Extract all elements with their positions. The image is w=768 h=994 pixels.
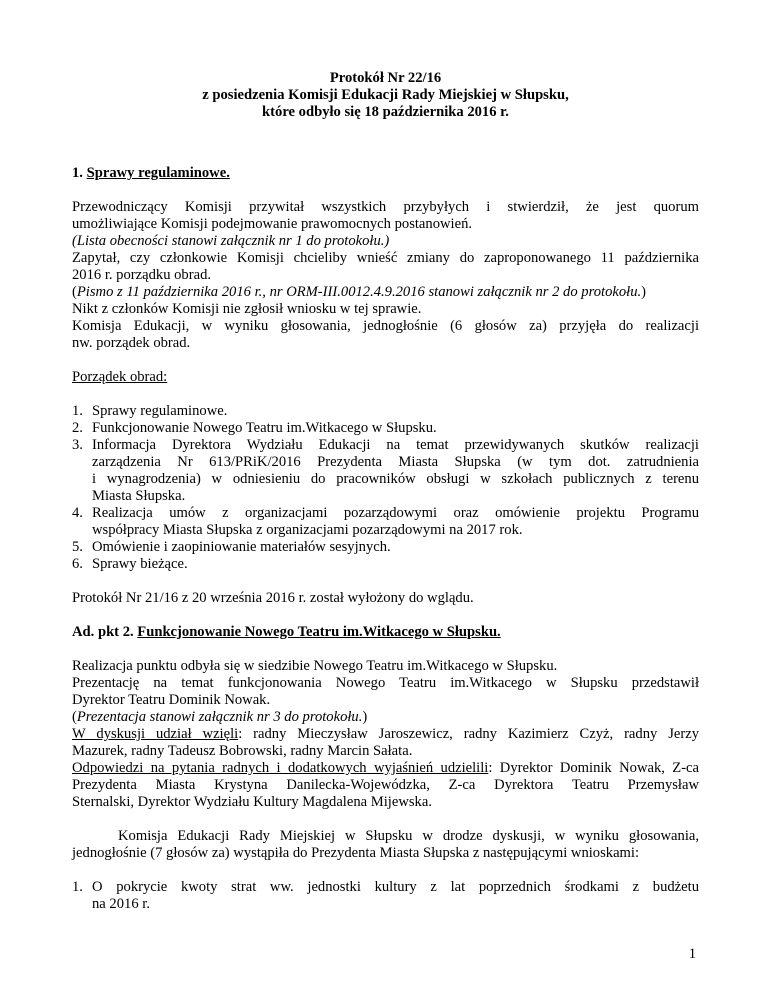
letter-note-line bbox=[72, 284, 699, 301]
discussion-line-2: Mazurek, radny Tadeusz Bobrowski, radny Marcin Sałata. bbox=[72, 743, 413, 759]
agenda-item-text: i wynagrodzenia) w odniesieniu do pracowników obsługi w szkołach publicznych z terenu bbox=[92, 471, 699, 487]
section-1-title: Sprawy regulaminowe. bbox=[86, 165, 230, 181]
agenda-item-text: Sprawy bieżące. bbox=[92, 556, 188, 572]
changes-question-line-2: 2016 r. porządku obrad. bbox=[72, 267, 212, 283]
committee-line-2: jednogłośnie (7 głosów za) wystąpiła do Prezydenta Miasta Słupska z następującymi wnioskami: bbox=[72, 845, 640, 861]
title-line-2: z posiedzenia Komisji Edukacji Rady Miejskiej w Słupsku, bbox=[202, 87, 569, 103]
agenda-item-number: 5. bbox=[72, 539, 83, 555]
venue-line: Realizacja punktu odbyła się w siedzibie Nowego Teatru im.Witkacego w Słupsku. bbox=[72, 658, 558, 674]
agenda-item-text: Informacja Dyrektora Wydziału Edukacji na temat przewidywanych skutków realizacji bbox=[92, 437, 699, 453]
discussion-participants-1: : radny Mieczysław Jaroszewicz, radny Kazimierz Czyż, radny Jerzy bbox=[238, 726, 699, 742]
no-motion-line: Nikt z członków Komisji nie zgłosił wniosku w tej sprawie. bbox=[72, 301, 422, 317]
quorum-line-1: Przewodniczący Komisji przywitał wszystkich przybyłych i stwierdził, że jest quorum bbox=[72, 199, 699, 215]
agenda-item-number: 3. bbox=[72, 437, 83, 453]
agenda-item bbox=[72, 505, 699, 539]
agenda-item-text: zarządzenia Nr 613/PRiK/2016 Prezydenta Miasta Słupska (w tym dot. zatrudnienia bbox=[92, 454, 699, 470]
agenda-item-text: współpracy Miasta Słupska z organizacjami pozarządowymi na 2017 rok. bbox=[92, 522, 523, 538]
presentation-note-open: ( bbox=[72, 709, 77, 725]
document-title bbox=[72, 70, 699, 121]
discussion-line-1 bbox=[72, 726, 699, 743]
answers-line-2: Prezydenta Miasta Krystyna Danilecka-Wojewódzka, Z-ca Dyrektora Teatru Przemysław bbox=[72, 777, 699, 793]
title-line-3: które odbyło się 18 października 2016 r. bbox=[262, 104, 509, 120]
agenda-list bbox=[72, 403, 699, 573]
agenda-item-text: Realizacja umów z organizacjami pozarządowymi oraz omówienie projektu Programu bbox=[92, 505, 699, 521]
section-2-body bbox=[72, 658, 699, 811]
discussion-label: W dyskusji udział wzięli bbox=[72, 726, 239, 742]
vote-line-2: nw. porządek obrad. bbox=[72, 335, 191, 351]
agenda-item-text: Miasta Słupska. bbox=[92, 488, 186, 504]
agenda-item bbox=[72, 420, 699, 437]
agenda-item-text: Funkcjonowanie Nowego Teatru im.Witkacego w Słupsku. bbox=[92, 420, 437, 436]
section-2-prefix: Ad. pkt 2. bbox=[72, 624, 138, 640]
vote-line-1: Komisja Edukacji, w wyniku głosowania, jednogłośnie (6 głosów za) przyjęła do realizacji bbox=[72, 318, 699, 334]
motion-1-number: 1. bbox=[72, 879, 83, 895]
answers-participants-1: : Dyrektor Dominik Nowak, Z-ca bbox=[488, 760, 700, 776]
section-2-title: Funkcjonowanie Nowego Teatru im.Witkacego w Słupsku. bbox=[137, 624, 501, 640]
motion-1 bbox=[72, 879, 699, 913]
agenda-item bbox=[72, 556, 699, 573]
quorum-line-2: umożliwiające Komisji podejmowanie prawomocnych postanowień. bbox=[72, 216, 473, 232]
motion-1-line-2: na 2016 r. bbox=[92, 896, 150, 912]
section-1-body bbox=[72, 199, 699, 352]
agenda-item bbox=[72, 403, 699, 420]
previous-protocol-note: Protokół Nr 21/16 z 20 września 2016 r. został wyłożony do wglądu. bbox=[72, 590, 474, 606]
presentation-line-1: Prezentację na temat funkcjonowania Nowego Teatru im.Witkacego w Słupsku przedstawił bbox=[72, 675, 699, 691]
letter-note-close: ) bbox=[641, 284, 647, 300]
agenda-item-text: Sprawy regulaminowe. bbox=[92, 403, 228, 419]
section-1-heading bbox=[72, 165, 699, 182]
presentation-line-2: Dyrektor Teatru Dominik Nowak. bbox=[72, 692, 271, 708]
agenda-item bbox=[72, 539, 699, 556]
agenda-item-number: 4. bbox=[72, 505, 83, 521]
agenda-item bbox=[72, 437, 699, 505]
agenda-item-number: 1. bbox=[72, 403, 83, 419]
letter-note: Pismo z 11 października 2016 r., nr ORM-III.0012.4.9.2016 stanowi załącznik nr 2 do protokołu. bbox=[76, 284, 642, 300]
answers-line-1 bbox=[72, 760, 699, 777]
answers-label: Odpowiedzi na pytania radnych i dodatkowych wyjaśnień udzielili bbox=[72, 760, 489, 776]
agenda-heading: Porządek obrad: bbox=[72, 369, 168, 385]
agenda-item-number: 2. bbox=[72, 420, 83, 436]
section-1-number: 1. bbox=[72, 165, 83, 181]
letter-note-open: ( bbox=[72, 284, 77, 300]
title-line-1: Protokół Nr 22/16 bbox=[329, 70, 442, 86]
agenda-list-container bbox=[72, 403, 699, 573]
presentation-note-close: ) bbox=[362, 709, 368, 725]
answers-line-3: Sternalski, Dyrektor Wydziału Kultury Magdalena Mijewska. bbox=[72, 794, 432, 810]
presentation-note-line bbox=[72, 709, 699, 726]
presentation-note: Prezentacja stanowi załącznik nr 3 do protokołu. bbox=[76, 709, 363, 725]
attendance-note: (Lista obecności stanowi załącznik nr 1 do protokołu.) bbox=[72, 233, 390, 249]
agenda-item-text: Omówienie i zaopiniowanie materiałów sesyjnych. bbox=[92, 539, 391, 555]
changes-question-line-1: Zapytał, czy członkowie Komisji chcieliby wnieść zmiany do zaproponowanego 11 października bbox=[72, 250, 699, 266]
motion-1-line-1: O pokrycie kwoty strat ww. jednostki kultury z lat poprzednich środkami z budżetu bbox=[92, 879, 699, 895]
committee-motion-paragraph bbox=[72, 828, 699, 862]
committee-line-1: Komisja Edukacji Rady Miejskiej w Słupsku w drodze dyskusji, w wyniku głosowania, bbox=[118, 828, 699, 844]
page-number: 1 bbox=[688, 946, 696, 962]
section-2-heading bbox=[72, 624, 699, 641]
agenda-item-number: 6. bbox=[72, 556, 83, 572]
